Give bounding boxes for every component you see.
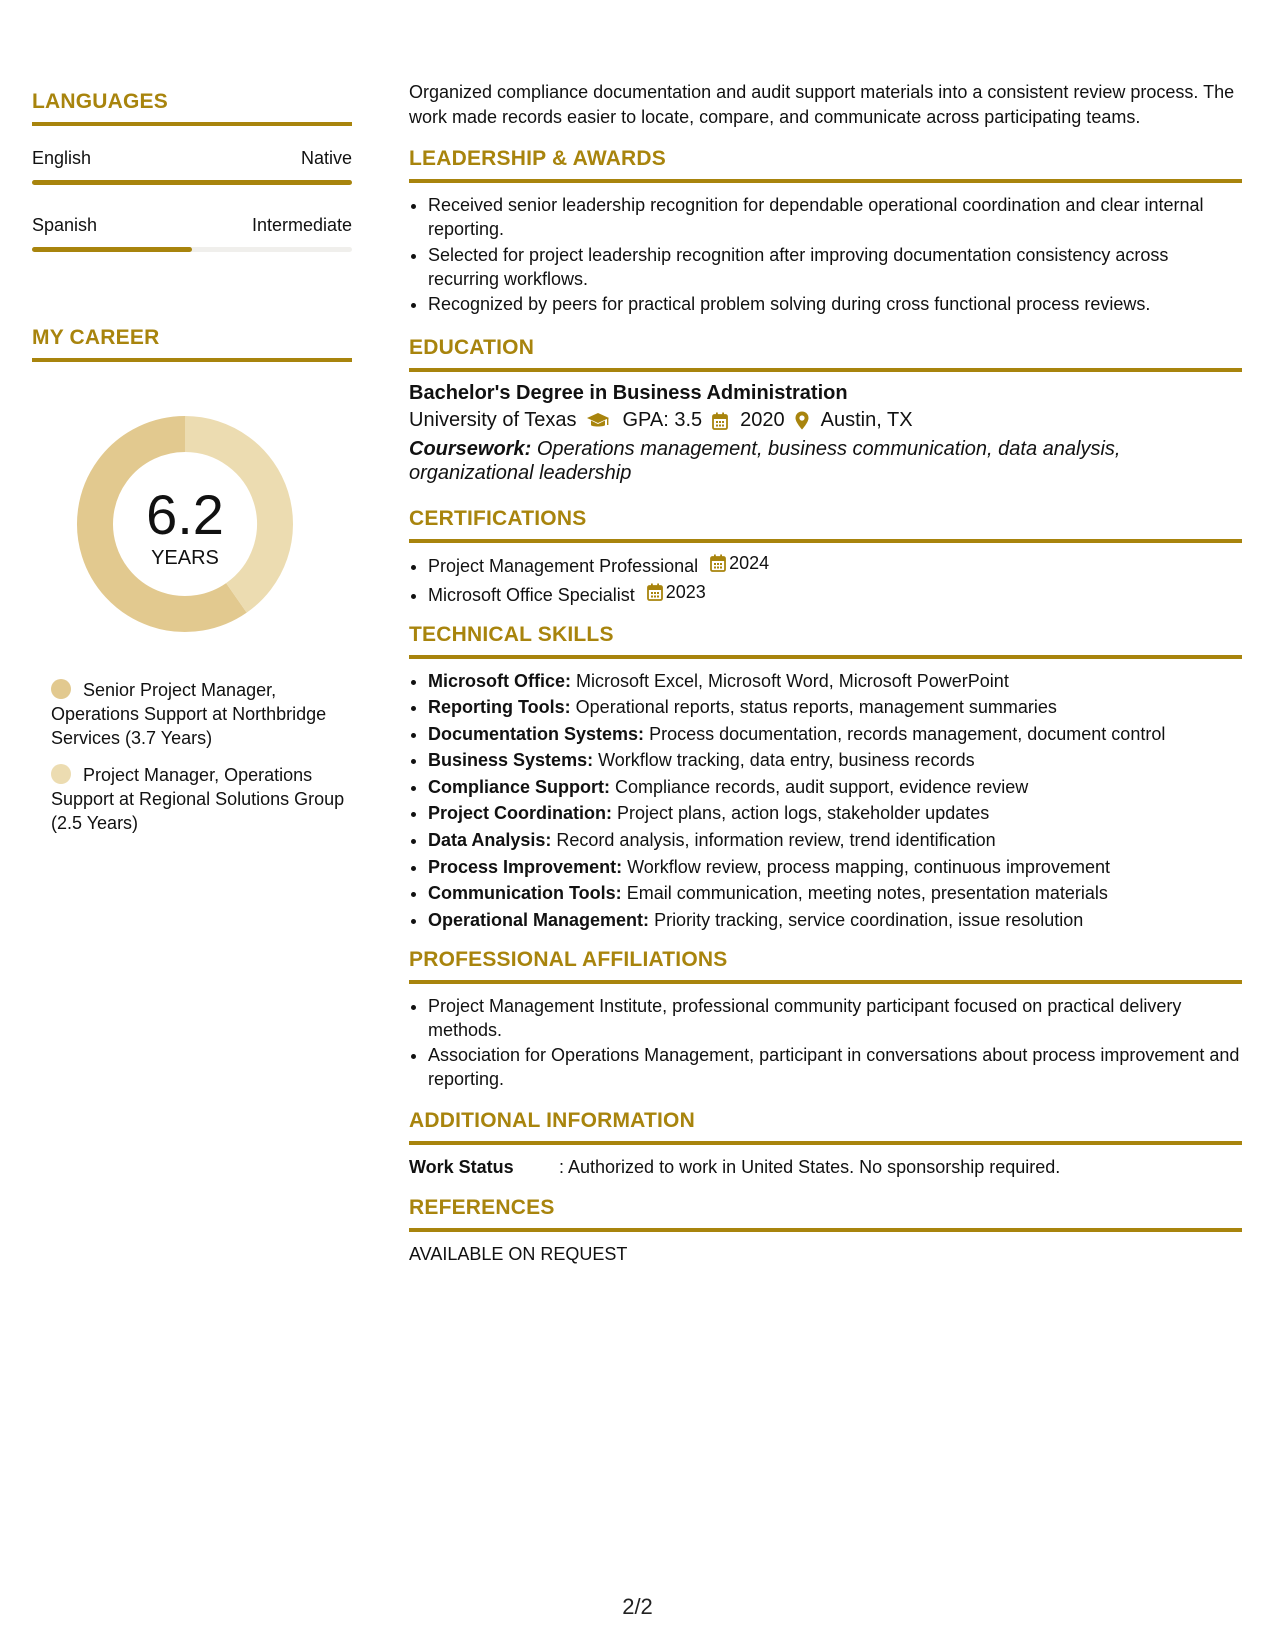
language-proficiency-bar (32, 247, 352, 252)
work-status-value: : Authorized to work in United States. No sponsorship required. (559, 1157, 1061, 1178)
language-proficiency-bar (32, 180, 352, 185)
skill-label: Process Improvement: (428, 856, 623, 877)
affiliations-list (409, 994, 1242, 1092)
certifications-section (409, 507, 1242, 607)
list-item (428, 722, 1242, 746)
language-name: English (32, 148, 92, 168)
career-total-unit: YEARS (151, 546, 219, 569)
leadership-title: LEADERSHIP & AWARDS (409, 147, 666, 170)
education-title: EDUCATION (409, 336, 535, 359)
education-location: Austin, TX (820, 409, 913, 431)
education-degree: Bachelor's Degree in Business Administration (409, 382, 848, 404)
section-divider (409, 1141, 1242, 1145)
list-item (428, 881, 1242, 905)
career-total-value: 6.2 (146, 482, 224, 546)
skill-value: Project plans, action logs, stakeholder updates (617, 803, 990, 824)
right-column (409, 80, 1242, 1265)
career-legend-label: Project Manager, Operations Support at Regional Solutions Group (2.5 Years) (51, 765, 345, 833)
skill-value: Compliance records, audit support, evidence review (615, 776, 1029, 797)
skill-value: Email communication, meeting notes, presentation materials (626, 883, 1108, 904)
coursework-label: Coursework: (409, 438, 532, 460)
list-item: • Received senior leadership recognition for dependable operational coordination and clear internal reporting. (428, 193, 1242, 241)
certification-year: 2024 (729, 553, 770, 573)
section-divider (32, 122, 352, 126)
certification-year: 2023 (665, 581, 706, 602)
career-title: MY CAREER (32, 326, 160, 349)
graduation-cap-icon (586, 412, 610, 430)
section-divider (409, 980, 1242, 984)
coursework-text: Operations management, business communication, data analysis, organizational leadership (409, 438, 1121, 484)
career-donut-chart (65, 404, 305, 644)
skill-label: Documentation Systems: (428, 723, 645, 744)
list-item (428, 695, 1242, 719)
references-section (409, 1196, 1242, 1265)
language-proficiency-fill (32, 180, 352, 185)
skill-label: Reporting Tools: (428, 697, 571, 718)
list-item (428, 801, 1242, 825)
skill-value: Record analysis, information review, trend identification (556, 830, 996, 851)
intro-paragraph: Organized compliance documentation and audit support materials into a consistent review process. The work made records easier to locate, compare, and communicate across participating teams. (409, 82, 1235, 127)
skill-label: Data Analysis: (428, 830, 552, 851)
education-coursework (409, 437, 1242, 485)
technical-skills-section (409, 623, 1242, 932)
work-status-row (409, 1157, 1242, 1178)
list-item (428, 855, 1242, 879)
skill-label: Project Coordination: (428, 803, 612, 824)
list-item (428, 828, 1242, 852)
skill-value: Priority tracking, service coordination, issue resolution (654, 909, 1084, 930)
language-name: Spanish (32, 215, 98, 235)
language-item-english (32, 148, 352, 185)
list-item (428, 775, 1242, 799)
list-item (428, 551, 1242, 578)
certification-name: Microsoft Office Specialist (428, 584, 635, 605)
language-item-spanish (32, 215, 352, 252)
left-column (32, 90, 352, 848)
calendar-icon (647, 583, 663, 601)
page-number: 2/2 (622, 1594, 653, 1619)
languages-section (32, 90, 352, 252)
career-legend (32, 678, 352, 835)
list-item: • Selected for project leadership recognition after improving documentation consistency across recurring workflows. (428, 243, 1242, 291)
technical-skills-title: TECHNICAL SKILLS (409, 622, 614, 646)
language-level: Intermediate (251, 215, 352, 235)
work-status-label: Work Status (409, 1157, 514, 1178)
calendar-icon (710, 554, 726, 572)
education-details (409, 409, 1242, 432)
list-item (428, 669, 1242, 693)
skill-value: Operational reports, status reports, management summaries (575, 697, 1057, 718)
section-divider (409, 368, 1242, 372)
list-item: • Project Management Institute, professional community participant focused on practical delivery methods. (428, 994, 1242, 1042)
career-section (32, 326, 352, 835)
list-item (428, 748, 1242, 772)
education-school: University of Texas (409, 409, 577, 431)
section-divider (409, 1228, 1242, 1232)
list-item: • Association for Operations Management, participant in conversations about process improvement and reporting. (428, 1043, 1242, 1091)
language-proficiency-fill (32, 247, 192, 252)
skill-label: Microsoft Office: (428, 670, 572, 691)
leadership-section (409, 147, 1242, 316)
language-level: Native (300, 148, 352, 168)
section-divider (32, 358, 352, 362)
certification-name: Project Management Professional (428, 556, 699, 576)
section-divider (409, 655, 1242, 659)
affiliations-section (409, 948, 1242, 1092)
location-pin-icon (795, 411, 809, 430)
affiliations-title: PROFESSIONAL AFFILIATIONS (409, 947, 728, 971)
skill-label: Business Systems: (428, 750, 594, 771)
education-gpa: GPA: 3.5 (622, 409, 703, 431)
additional-info-section (409, 1109, 1242, 1178)
section-divider (409, 179, 1242, 183)
references-title: REFERENCES (409, 1196, 555, 1220)
leadership-list (409, 193, 1242, 316)
legend-dot (51, 679, 71, 699)
skill-label: Compliance Support: (428, 776, 611, 797)
career-legend-item (51, 678, 352, 750)
career-legend-label: Senior Project Manager, Operations Support at Northbridge Services (3.7 Years) (51, 680, 327, 748)
certifications-title: CERTIFICATIONS (409, 507, 587, 530)
languages-title: LANGUAGES (32, 90, 168, 113)
additional-info-title: ADDITIONAL INFORMATION (409, 1109, 695, 1133)
education-year: 2020 (740, 409, 785, 431)
calendar-icon (712, 412, 728, 430)
career-legend-item (51, 763, 352, 835)
section-divider (409, 539, 1242, 543)
references-text: AVAILABLE ON REQUEST (409, 1244, 628, 1265)
certifications-list (409, 551, 1242, 607)
skill-value: Microsoft Excel, Microsoft Word, Microsoft PowerPoint (576, 670, 1009, 691)
skill-label: Communication Tools: (428, 883, 622, 904)
skill-label: Operational Management: (428, 909, 650, 930)
legend-dot (51, 764, 71, 784)
list-item (428, 908, 1242, 932)
skill-value: Process documentation, records management, document control (649, 723, 1166, 744)
technical-skills-list (409, 669, 1242, 932)
skill-value: Workflow tracking, data entry, business records (598, 750, 975, 771)
list-item: • Recognized by peers for practical problem solving during cross functional process reviews. (428, 292, 1242, 316)
skill-value: Workflow review, process mapping, continuous improvement (627, 856, 1110, 877)
list-item (428, 580, 1242, 607)
education-section (409, 336, 1242, 485)
